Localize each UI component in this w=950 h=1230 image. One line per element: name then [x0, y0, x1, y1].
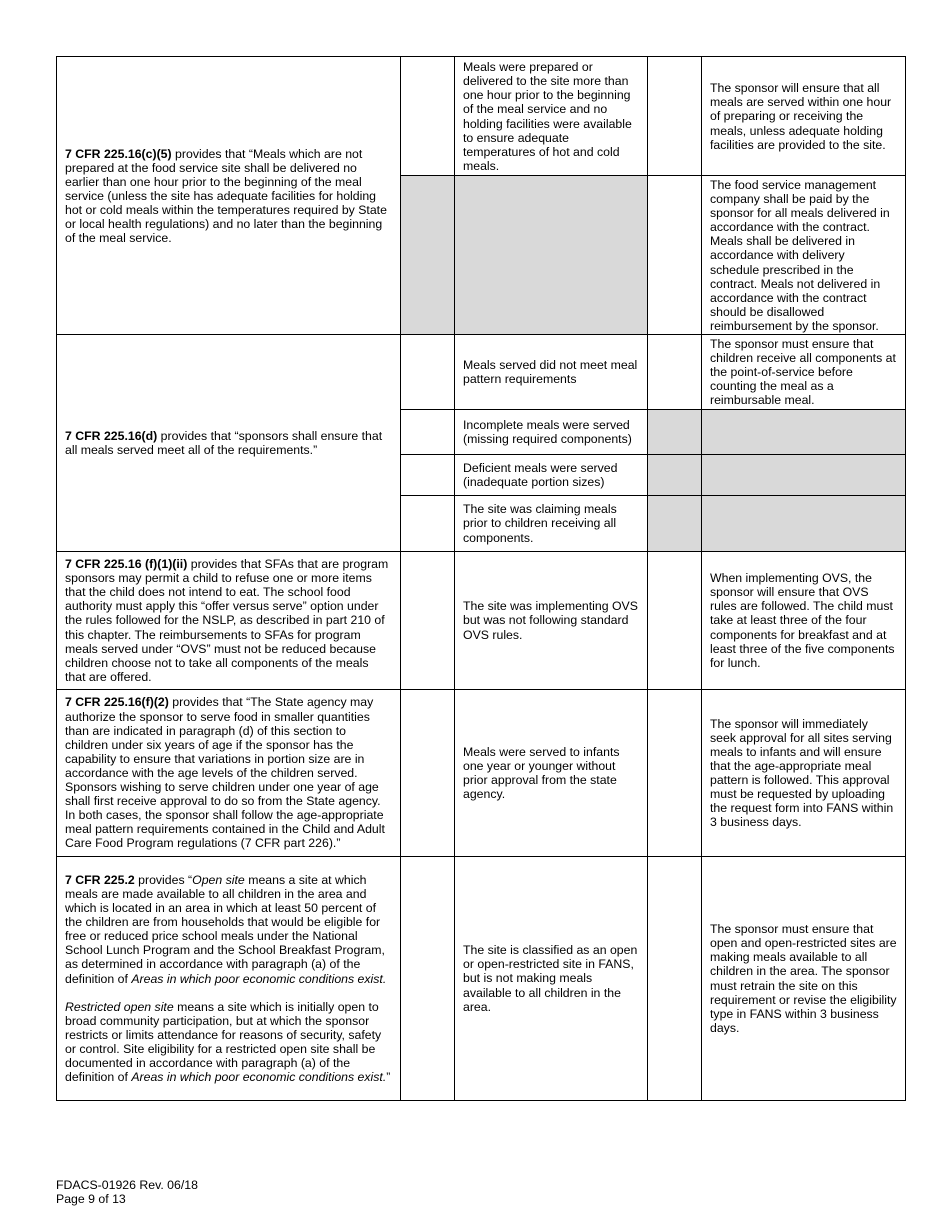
corrective-action-cell: The sponsor must ensure that open and open-restricted sites are making meals available to all children in the area. The sponsor must retrain the site on this requirement or revise the eligibility type in FANS within 3 business days. [702, 856, 906, 1100]
regulation-text: provides that “sponsors shall ensure that all meals served meet all of the requirements.” [65, 429, 383, 458]
shaded-cell [702, 409, 906, 454]
table-row [57, 57, 906, 176]
shaded-cell [455, 176, 648, 335]
checkbox-cell[interactable] [401, 689, 455, 856]
shaded-cell [702, 495, 906, 551]
regulation-cell [57, 335, 401, 551]
regulation-text: provides that “The State agency may authorize the sponsor to serve food in smaller quantities than are indicated in paragraph (d) of this section to children under six years of age if the sponsor has the capability to ensure that variations in portion size are in accordance with the age levels of the children served. Sponsors wishing to serve children under one year of age shall first receive approval to do so from the State agency. In both cases, the sponsor shall follow the age-appropriate meal pattern requirements contained in the Child and Adult Care Food Program regulations (7 CFR part 226).” [65, 695, 385, 851]
checkbox-cell[interactable] [648, 856, 702, 1100]
regulation-cell [57, 689, 401, 856]
corrective-action-cell: The sponsor will ensure that all meals are served within one hour of preparing or receiving the meals, unless adequate holding facilities are provided to the site. [702, 57, 906, 176]
shaded-cell [648, 454, 702, 495]
finding-cell: The site is classified as an open or open-restricted site in FANS, but is not making meals available to all children in the area. [455, 856, 648, 1100]
regulation-paragraph: Restricted open site means a site which is initially open to broad community participation, but at which the sponsor restricts or limits attendance for reasons of security, safety or control. Site eligibility for a restricted open site shall be documented in accordance with paragraph (a) of the definition of Areas in which poor economic conditions exist.” [65, 999, 391, 1085]
shaded-cell [702, 454, 906, 495]
checkbox-cell[interactable] [648, 176, 702, 335]
table-row [57, 551, 906, 689]
checkbox-cell[interactable] [401, 551, 455, 689]
compliance-table [56, 56, 906, 1101]
page-number: Page 9 of 13 [56, 1192, 126, 1206]
table-row [57, 856, 906, 1100]
corrective-action-cell: The food service management company shall be paid by the sponsor for all meals delivered in accordance with the contract. Meals shall be delivered in accordance with delivery schedule prescribed in the contract. Meals not delivered in accordance with the contract should be disallowed reimbursement by the sponsor. [702, 176, 906, 335]
regulation-paragraph: 7 CFR 225.2 provides “Open site means a site at which meals are made available to all children in the area and which is located in an area in which at least 50 percent of the children are from households that would be eligible for free or reduced price school meals under the National School Lunch Program and the School Breakfast Program, as determined in accordance with paragraph (a) of the definition of Areas in which poor economic conditions exist. [65, 872, 387, 986]
checkbox-cell[interactable] [401, 57, 455, 176]
finding-cell: The site was implementing OVS but was not following standard OVS rules. [455, 551, 648, 689]
corrective-action-cell: The sponsor must ensure that children receive all components at the point-of-service before counting the meal as a reimbursable meal. [702, 335, 906, 409]
finding-cell: Incomplete meals were served (missing required components) [455, 409, 648, 454]
checkbox-cell[interactable] [401, 454, 455, 495]
regulation-citation: 7 CFR 225.16(c)(5) [65, 146, 172, 161]
regulation-cell [57, 856, 401, 1100]
shaded-cell [648, 409, 702, 454]
finding-cell: The site was claiming meals prior to children receiving all components. [455, 495, 648, 551]
regulation-citation: 7 CFR 225.2 [65, 872, 135, 887]
shaded-cell [401, 176, 455, 335]
finding-cell: Meals served did not meet meal pattern requirements [455, 335, 648, 409]
regulation-citation: 7 CFR 225.16(d) [65, 429, 158, 444]
shaded-cell [648, 495, 702, 551]
corrective-action-cell: The sponsor will immediately seek approval for all sites serving meals to infants and will ensure that the age-appropriate meal pattern is followed. This approval must be requested by uploading the request form into FANS within 3 business days. [702, 689, 906, 856]
checkbox-cell[interactable] [401, 495, 455, 551]
regulation-citation: 7 CFR 225.16(f)(2) [65, 695, 169, 710]
checkbox-cell[interactable] [401, 856, 455, 1100]
checkbox-cell[interactable] [401, 409, 455, 454]
checkbox-cell[interactable] [648, 551, 702, 689]
definition-reference: Areas in which poor economic conditions exist. [131, 1070, 387, 1085]
regulation-text: provides that SFAs that are program sponsors may permit a child to refuse one or more items that the child does not intend to eat. The school food authority must apply this “offer versus serve” option under the rules followed for the NSLP, as described in part 210 of this chapter. The reimbursements to SFAs for program meals served under “OVS” must not be reduced because children choose not to take all components of the meals that are offered. [65, 557, 389, 684]
regulation-citation: 7 CFR 225.16 (f)(1)(ii) [65, 557, 188, 572]
regulation-cell [57, 551, 401, 689]
defined-term: Open site [192, 872, 245, 887]
finding-cell: Deficient meals were served (inadequate portion sizes) [455, 454, 648, 495]
finding-cell: Meals were served to infants one year or younger without prior approval from the state agency. [455, 689, 648, 856]
page-footer [56, 1178, 198, 1206]
checkbox-cell[interactable] [648, 57, 702, 176]
checkbox-cell[interactable] [648, 689, 702, 856]
corrective-action-cell: When implementing OVS, the sponsor will ensure that OVS rules are followed. The child must take at least three of the four components for breakfast and at least three of the five components for lunch. [702, 551, 906, 689]
regulation-cell [57, 57, 401, 335]
regulation-text: provides that “Meals which are not prepared at the food service site shall be delivered no earlier than one hour prior to the beginning of the meal service (unless the site has adequate facilities for holding hot or cold meals within the temperatures required by State or local health regulations) and no later than the beginning of the meal service. [65, 146, 387, 246]
form-number: FDACS-01926 Rev. 06/18 [56, 1178, 198, 1192]
checkbox-cell[interactable] [648, 335, 702, 409]
finding-cell: Meals were prepared or delivered to the site more than one hour prior to the beginning of the meal service and no holding facilities were available to ensure adequate temperatures of hot and cold meals. [455, 57, 648, 176]
defined-term: Restricted open site [65, 999, 174, 1014]
checkbox-cell[interactable] [401, 335, 455, 409]
table-row [57, 335, 906, 409]
table-row [57, 689, 906, 856]
definition-reference: Areas in which poor economic conditions exist. [131, 971, 387, 986]
